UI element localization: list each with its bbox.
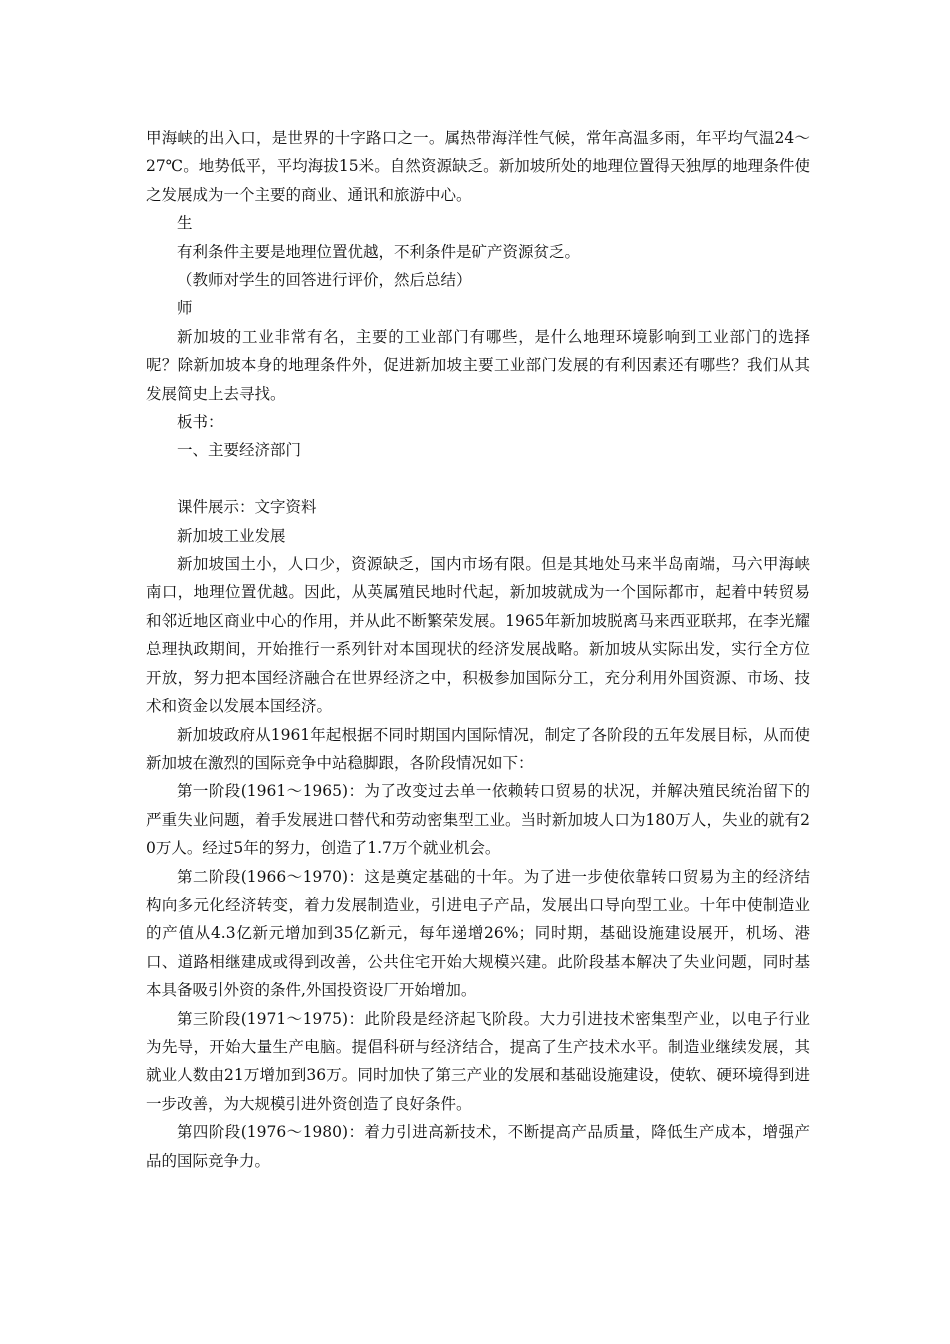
student-answer: 有利条件主要是地理位置优越，不利条件是矿产资源贫乏。	[177, 242, 581, 261]
teacher-question: 新加坡的工业非常有名，主要的工业部门有哪些，是什么地理环境影响到工业部门的选择呢？除新加坡本身的地理条件外，促进新加坡主要工业部门发展的有利因素还有哪些？我们从其发展简史上去寻找。	[146, 327, 810, 403]
document-body	[146, 124, 810, 1175]
material-title: 新加坡工业发展	[177, 526, 286, 545]
paragraph-stage-three: 第三阶段(1971～1975)：此阶段是经济起飞阶段。大力引进技术密集型产业，以电子行业为先导，开始大量生产电脑。提倡科研与经济结合，提高了生产技术水平。制造业继续发展，其就业人数由21万增加到36万。同时加快了第三产业的发展和基础设施建设，使软、硬环境得到进一步改善，为大规模引进外资创造了良好条件。	[146, 1009, 810, 1113]
speaker-teacher: 师	[177, 299, 193, 318]
speaker-student: 生	[177, 214, 193, 233]
teacher-note: （教师对学生的回答进行评价，然后总结）	[177, 271, 472, 290]
paragraph-stage-four: 第四阶段(1976～1980)：着力引进高新技术，不断提高产品质量，降低生产成本，增强产品的国际竞争力。	[146, 1123, 810, 1170]
board-heading: 一、主要经济部门	[177, 441, 302, 460]
blank-line	[146, 465, 810, 493]
courseware-label: 课件展示：文字资料	[177, 498, 317, 517]
paragraph-government-plans: 新加坡政府从1961年起根据不同时期国内国际情况，制定了各阶段的五年发展目标，从而使新加坡在激烈的国际竞争中站稳脚跟，各阶段情况如下：	[146, 725, 810, 772]
paragraph-geography-intro: 甲海峡的出入口，是世界的十字路口之一。属热带海洋性气候，常年高温多雨，年平均气温24～27℃。地势低平，平均海拔15米。自然资源缺乏。新加坡所处的地理位置得天独厚的地理条件使之发展成为一个主要的商业、通讯和旅游中心。	[146, 129, 810, 204]
paragraph-stage-one: 第一阶段(1961～1965)：为了改变过去单一依赖转口贸易的状况，并解决殖民统治留下的严重失业问题，着手发展进口替代和劳动密集型工业。当时新加坡人口为180万人，失业的就有20万人。经过5年的努力，创造了1.7万个就业机会。	[146, 782, 810, 858]
board-label: 板书：	[177, 413, 224, 432]
paragraph-industry-background: 新加坡国土小，人口少，资源缺乏，国内市场有限。但是其地处马来半岛南端，马六甲海峡南口，地理位置优越。因此，从英属殖民地时代起，新加坡就成为一个国际都市，起着中转贸易和邻近地区商业中心的作用，并从此不断繁荣发展。1965年新加坡脱离马来西亚联邦，在李光耀总理执政期间，开始推行一系列针对本国现状的经济发展战略。新加坡从实际出发，实行全方位开放，努力把本国经济融合在世界经济之中，积极参加国际分工，充分利用外国资源、市场、技术和资金以发展本国经济。	[146, 555, 810, 716]
paragraph-stage-two: 第二阶段(1966～1970)：这是奠定基础的十年。为了进一步使依靠转口贸易为主的经济结构向多元化经济转变，着力发展制造业，引进电子产品，发展出口导向型工业。十年中使制造业的产值从4.3亿新元增加到35亿新元，每年递增26%；同时期，基础设施建设展开，机场、港口、道路相继建成或得到改善，公共住宅开始大规模兴建。此阶段基本解决了失业问题，同时基本具备吸引外资的条件,外国投资设厂开始增加。	[146, 867, 810, 1000]
